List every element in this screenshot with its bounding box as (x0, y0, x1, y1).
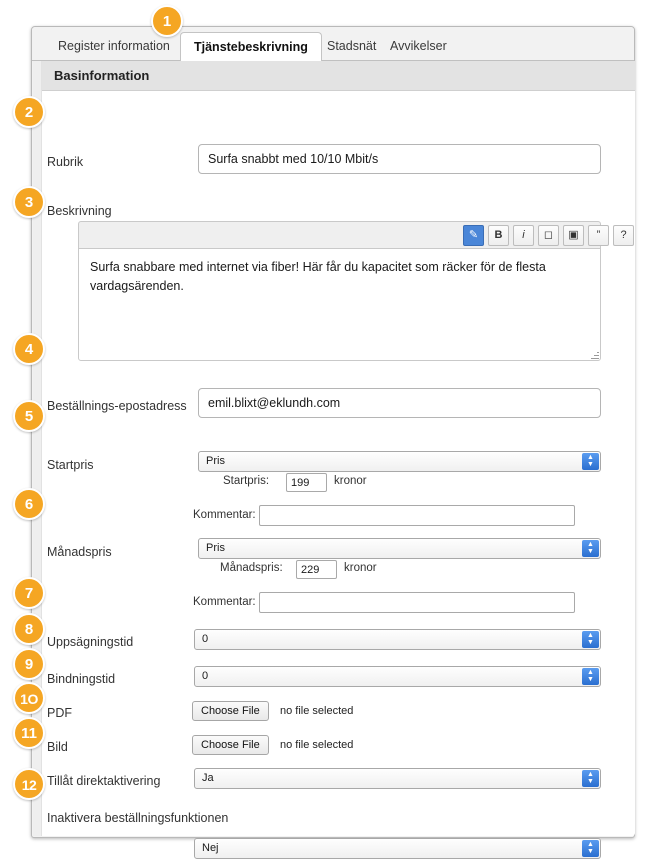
label-beskrivning: Beskrivning (47, 204, 112, 218)
startpris-kommentar-input[interactable] (259, 505, 575, 526)
callout-badge-9: 9 (13, 648, 45, 680)
epost-input[interactable]: emil.blixt@eklundh.com (198, 388, 601, 418)
startpris-amount-input[interactable]: 199 (286, 473, 327, 492)
table-icon[interactable]: ▣ (563, 225, 584, 246)
label-inaktivera: Inaktivera beställningsfunktionen (47, 811, 229, 825)
manadspris-type-select[interactable] (198, 538, 601, 559)
label-pdf: PDF (47, 706, 72, 720)
beskrivning-textarea[interactable]: Surfa snabbare med internet via fiber! Här får du kapacitet som räcker för de flesta vardagsärenden. (78, 248, 601, 361)
uppsagningstid-value: 0 (202, 633, 209, 645)
editor-toolbar (78, 221, 627, 249)
pdf-file-row (192, 701, 452, 721)
image-icon[interactable]: ◻ (538, 225, 559, 246)
label-startpris-kommentar: Kommentar: (193, 509, 256, 521)
bold-button[interactable]: B (488, 225, 509, 246)
startpris-type-value: Pris (206, 455, 225, 467)
label-manadspris-unit: kronor (344, 562, 377, 574)
label-manadspris: Månadspris (47, 545, 112, 559)
callout-badge-1: 1 (151, 5, 183, 37)
direktaktivering-value: Ja (202, 772, 214, 784)
resize-handle-icon[interactable] (591, 351, 599, 359)
startpris-type-select[interactable] (198, 451, 601, 472)
uppsagningstid-select[interactable] (194, 629, 601, 650)
callout-badge-4: 4 (13, 333, 45, 365)
label-startpris: Startpris (47, 458, 94, 472)
callout-badge-8: 8 (13, 613, 45, 645)
bild-choose-file-button[interactable]: Choose File (192, 735, 269, 755)
callout-badge-5: 5 (13, 400, 45, 432)
callout-badge-2: 2 (13, 96, 45, 128)
manadspris-kommentar-input[interactable] (259, 592, 575, 613)
tab-register-information[interactable]: Register information (58, 39, 170, 53)
callout-badge-7: 7 (13, 577, 45, 609)
chevron-updown-icon: ▲ ▼ (582, 770, 599, 787)
pdf-filename: no file selected (280, 705, 354, 717)
bindningstid-select[interactable] (194, 666, 601, 687)
callout-badge-3: 3 (13, 186, 45, 218)
inaktivera-value: Nej (202, 842, 219, 854)
label-startpris-unit: kronor (334, 475, 367, 487)
chevron-updown-icon: ▲ ▼ (582, 668, 599, 685)
settings-window (31, 26, 635, 855)
italic-button[interactable]: i (513, 225, 534, 246)
label-bild: Bild (47, 740, 68, 754)
direktaktivering-select[interactable] (194, 768, 601, 789)
tab-avvikelser[interactable]: Avvikelser (390, 39, 447, 53)
manadspris-type-value: Pris (206, 542, 225, 554)
beskrivning-editor (78, 221, 627, 361)
chevron-updown-icon: ▲ ▼ (582, 453, 599, 470)
section-title-basinformation: Basinformation (42, 61, 635, 91)
callout-badge-11: 11 (13, 717, 45, 749)
label-manadspris-amount: Månadspris: (220, 562, 283, 574)
label-bestallnings-epostadress: Beställnings-epostadress (47, 399, 187, 413)
help-icon[interactable]: ? (613, 225, 634, 246)
quote-icon[interactable]: ” (588, 225, 609, 246)
label-startpris-amount: Startpris: (223, 475, 270, 487)
bindningstid-value: 0 (202, 670, 209, 682)
callout-badge-10: 1O (13, 682, 45, 714)
bild-filename: no file selected (280, 739, 354, 751)
label-manadspris-kommentar: Kommentar: (193, 596, 256, 608)
pencil-icon[interactable]: ✎ (463, 225, 484, 246)
inaktivera-select[interactable] (194, 838, 601, 859)
bild-file-row (192, 735, 452, 755)
manadspris-amount-input[interactable]: 229 (296, 560, 337, 579)
chevron-updown-icon: ▲ ▼ (582, 631, 599, 648)
callout-badge-12: 12 (13, 768, 45, 800)
label-bindningstid: Bindningstid (47, 672, 116, 686)
label-rubrik: Rubrik (47, 155, 84, 169)
label-uppsagningstid: Uppsägningstid (47, 635, 134, 649)
tab-bar (32, 27, 634, 61)
chevron-updown-icon: ▲ ▼ (582, 840, 599, 857)
chevron-updown-icon: ▲ ▼ (582, 540, 599, 557)
tab-tjanstebeskrivning[interactable]: Tjänstebeskrivning (180, 32, 322, 62)
tab-stadsnat[interactable]: Stadsnät (327, 39, 377, 53)
form-content (33, 61, 635, 855)
label-direktaktivering: Tillåt direktaktivering (47, 774, 161, 788)
pdf-choose-file-button[interactable]: Choose File (192, 701, 269, 721)
callout-badge-6: 6 (13, 488, 45, 520)
rubrik-input[interactable]: Surfa snabbt med 10/10 Mbit/s (198, 144, 601, 174)
